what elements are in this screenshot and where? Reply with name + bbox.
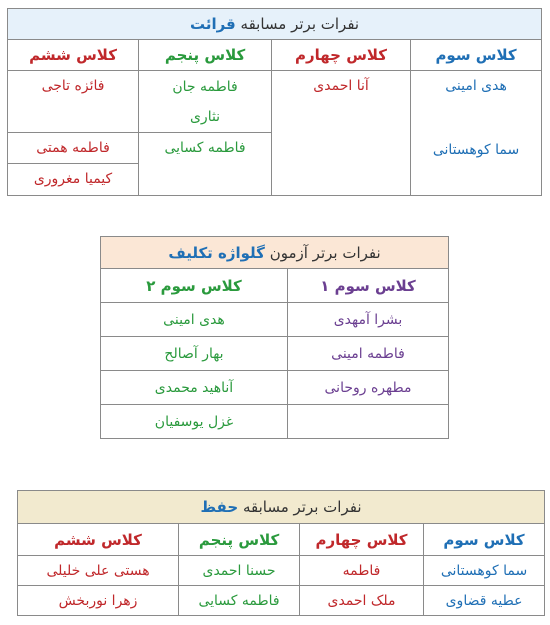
table-cell (288, 405, 449, 439)
golvazhe-table-title (101, 237, 449, 269)
hefz-title-prefix: نفرات برتر مسابقه (242, 498, 362, 516)
hefz-title-bold: حفظ (200, 498, 239, 516)
header-class5: کلاس پنجم (179, 524, 300, 556)
qiraat-table-title (8, 9, 542, 40)
list-item: سما کوهستانی (432, 142, 520, 158)
header-class6: کلاس ششم (18, 524, 179, 556)
qiraat-title-prefix: نفرات برتر مسابقه (240, 15, 360, 33)
qiraat-title-bold: قرائت (189, 15, 236, 33)
list-item: فاطمه همتی (8, 133, 138, 164)
header-class5: کلاس پنجم (139, 40, 272, 71)
list-item: آنا احمدی (313, 78, 369, 94)
hefz-table (17, 490, 545, 616)
table-cell: زهرا نوربخش (18, 586, 179, 616)
table-cell: عطیه قضاوی (424, 586, 545, 616)
header-class6: کلاس ششم (8, 40, 139, 71)
table-cell: هدی امینی (101, 303, 288, 337)
list-item: فاطمه جان نثاری (139, 71, 272, 133)
table-cell: مطهره روحانی (288, 371, 449, 405)
table-cell: حسنا احمدی (179, 556, 300, 586)
header-class4: کلاس چهارم (272, 40, 411, 71)
table-cell: سما کوهستانی (424, 556, 545, 586)
class3-column (411, 71, 542, 196)
class6-split-cell (8, 133, 139, 196)
list-item: هدی امینی (445, 78, 507, 94)
table-cell: فاطمه امینی (288, 337, 449, 371)
table-cell: بشرا آمهدی (288, 303, 449, 337)
table-cell: آناهید محمدی (101, 371, 288, 405)
header-class3: کلاس سوم (411, 40, 542, 71)
qiraat-table (7, 8, 542, 196)
table-cell: هستی علی خلیلی (18, 556, 179, 586)
table-cell: بهار آصالح (101, 337, 288, 371)
header-class3: کلاس سوم (424, 524, 545, 556)
table-cell: فاطمه کسایی (179, 586, 300, 616)
header-class3-2: کلاس سوم ۲ (101, 269, 288, 303)
golvazhe-title-bold: گلواژه تکلیف (168, 243, 265, 262)
table-cell: ملک احمدی (300, 586, 424, 616)
class4-column (272, 71, 411, 196)
list-item: فاطمه کسایی (139, 133, 272, 196)
list-item: فائزه تاجی (8, 71, 139, 133)
table-cell: فاطمه (300, 556, 424, 586)
hefz-table-title (18, 491, 545, 524)
table-cell: غزل یوسفیان (101, 405, 288, 439)
header-class4: کلاس چهارم (300, 524, 424, 556)
golvazhe-table (100, 236, 449, 439)
header-class3-1: کلاس سوم ۱ (288, 269, 449, 303)
golvazhe-title-prefix: نفرات برتر آزمون (269, 243, 381, 262)
list-item: کیمیا مغروری (33, 171, 113, 187)
